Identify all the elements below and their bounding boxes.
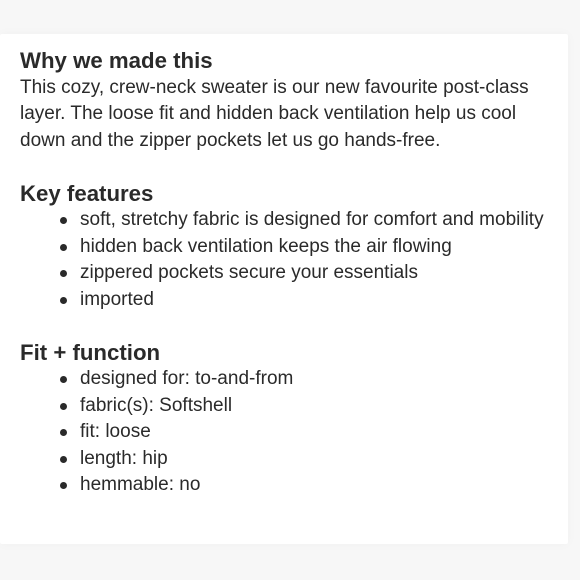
- product-details-card: [0, 34, 568, 544]
- fit-function-heading: Fit + function: [20, 339, 161, 365]
- product-details-content: [20, 48, 550, 525]
- why-we-made-this-heading: Why we made this: [20, 48, 213, 73]
- key-feature-item: zippered pockets secure your essentials: [20, 260, 550, 287]
- key-feature-item: hidden back ventilation keeps the air flowing: [20, 234, 550, 261]
- why-we-made-this-text: This cozy, crew-neck sweater is our new favourite post-class layer. The loose fit and hidden back ventilation help us cool down and the zipper pockets let us go hands-free.: [20, 76, 529, 151]
- fit-function-list: [20, 366, 550, 499]
- key-features-heading: Key features: [20, 180, 154, 206]
- fit-function-item: designed for: to-and-from: [20, 366, 550, 393]
- fit-function-item: fit: loose: [20, 419, 550, 446]
- key-feature-item: soft, stretchy fabric is designed for comfort and mobility: [20, 207, 550, 234]
- key-feature-item: imported: [20, 287, 550, 314]
- fit-function-item: hemmable: no: [20, 472, 550, 499]
- fit-function-item: length: hip: [20, 446, 550, 473]
- fit-function-item: fabric(s): Softshell: [20, 393, 550, 420]
- key-features-list: [20, 207, 550, 313]
